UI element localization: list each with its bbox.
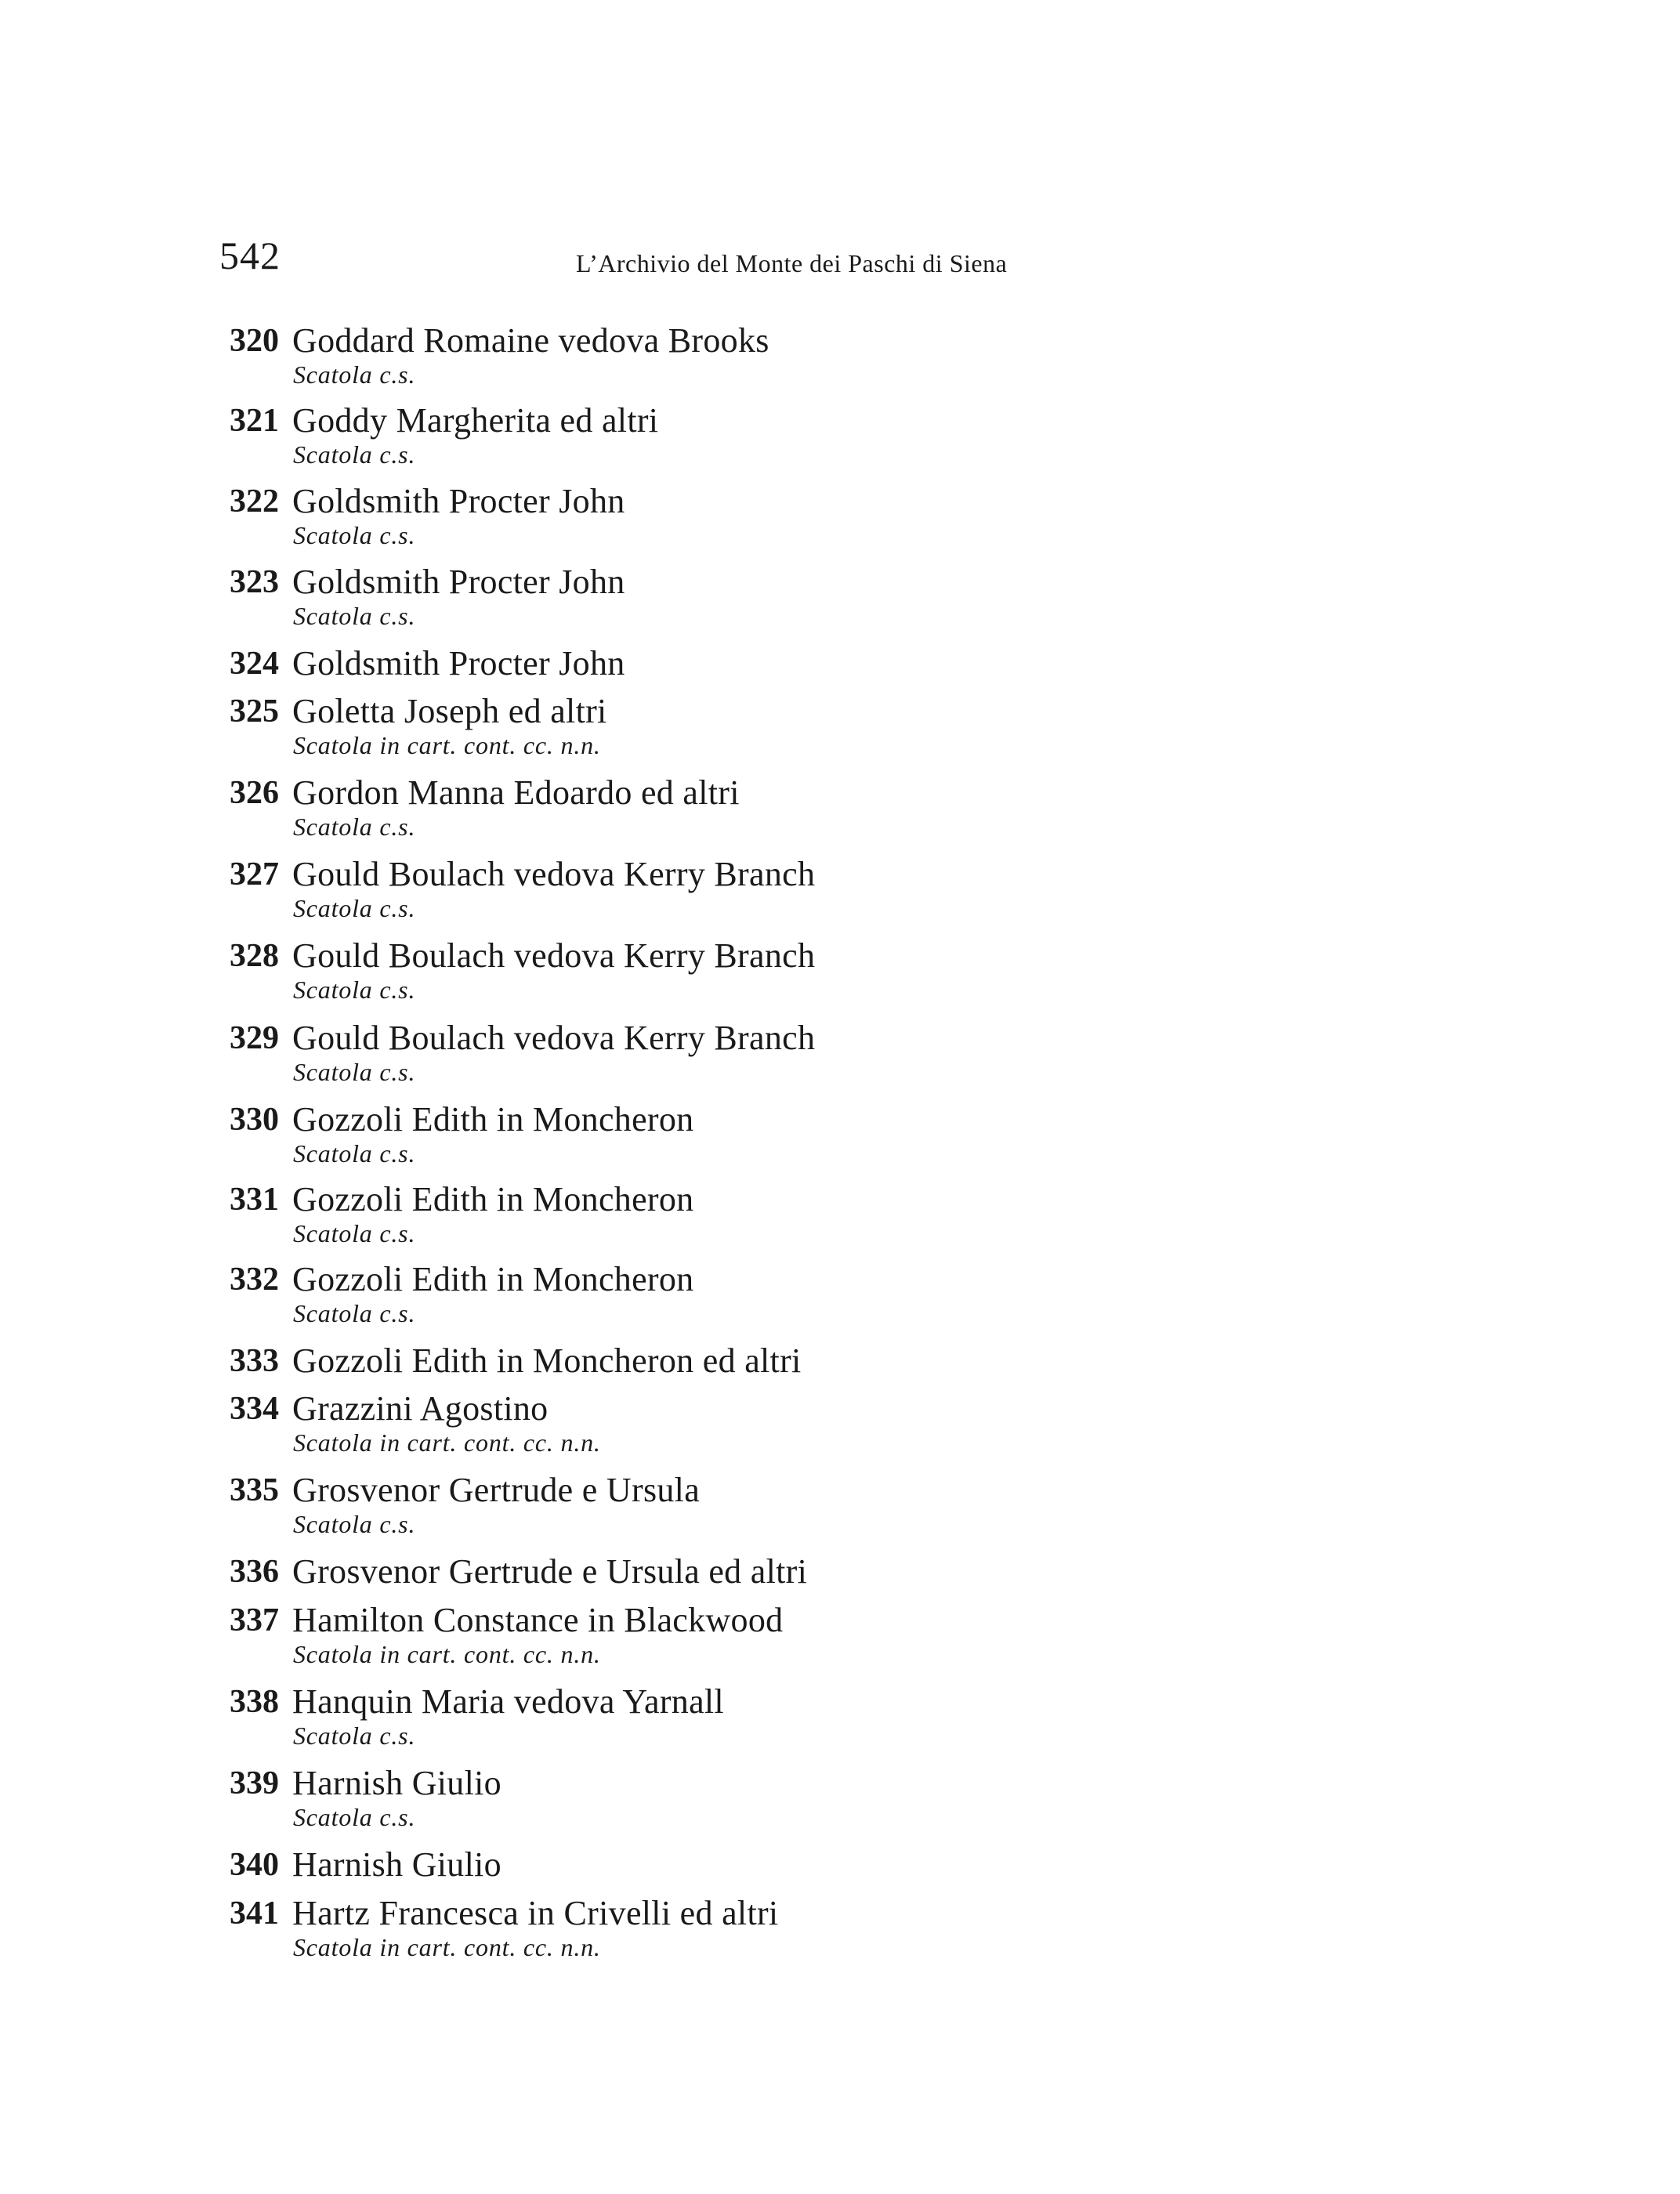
entry-name: Goddy Margherita ed altri [292,401,659,440]
running-title: L’Archivio del Monte dei Paschi di Siena [576,249,1008,277]
entry-name: Gordon Manna Edoardo ed altri [292,773,740,812]
entry-name: Goldsmith Procter John [292,563,625,601]
entry-name: Gould Boulach vedova Kerry Branch [292,855,816,893]
entry-number: 326 [230,775,279,811]
entry-description: Scatola in cart. cont. cc. n.n. [293,1640,601,1668]
entry-description: Scatola in cart. cont. cc. n.n. [293,731,601,759]
entry-description: Scatola c.s. [293,1299,416,1327]
entry-description: Scatola c.s. [293,1219,416,1247]
entry-number: 339 [230,1765,279,1801]
entry-number: 341 [230,1895,279,1932]
entry-name: Harnish Giulio [292,1764,501,1802]
entry-description: Scatola in cart. cont. cc. n.n. [293,1933,601,1961]
entry-number: 337 [230,1602,279,1638]
entry-name: Hamilton Constance in Blackwood [292,1601,784,1639]
entry-name: Hartz Francesca in Crivelli ed altri [292,1894,779,1932]
entry-name: Harnish Giulio [292,1845,501,1884]
entry-name: Gozzoli Edith in Moncheron [292,1260,694,1298]
entry-number: 330 [230,1102,279,1138]
entry-description: Scatola c.s. [293,894,416,922]
entry-number: 323 [230,564,279,600]
entry-number: 332 [230,1262,279,1298]
entry-description: Scatola c.s. [293,602,416,630]
entry-name: Goldsmith Procter John [292,482,625,520]
entry-name: Goddard Romaine vedova Brooks [292,321,769,360]
entry-description: Scatola c.s. [293,440,416,469]
entry-description: Scatola c.s. [293,1139,416,1168]
page-number: 542 [219,234,281,277]
entry-number: 334 [230,1391,279,1427]
entry-name: Grosvenor Gertrude e Ursula ed altri [292,1552,808,1591]
entry-number: 328 [230,938,279,974]
entry-number: 329 [230,1020,279,1056]
entry-name: Hanquin Maria vedova Yarnall [292,1682,724,1721]
entry-number: 321 [230,403,279,439]
entry-number: 340 [230,1847,279,1883]
entry-description: Scatola c.s. [293,360,416,389]
entry-description: Scatola c.s. [293,976,416,1004]
entry-description: Scatola c.s. [293,1722,416,1750]
entry-description: Scatola c.s. [293,1058,416,1086]
entry-description: Scatola c.s. [293,813,416,841]
entry-number: 320 [230,323,279,359]
entry-name: Goldsmith Procter John [292,644,625,682]
entry-name: Gozzoli Edith in Moncheron [292,1180,694,1218]
entry-number: 333 [230,1343,279,1379]
entry-name: Grazzini Agostino [292,1389,549,1428]
entry-name: Goletta Joseph ed altri [292,692,607,730]
entry-number: 336 [230,1554,279,1590]
entry-name: Gould Boulach vedova Kerry Branch [292,936,816,975]
entry-number: 331 [230,1182,279,1218]
entry-description: Scatola c.s. [293,1510,416,1538]
entry-name: Gould Boulach vedova Kerry Branch [292,1019,816,1057]
entry-name: Grosvenor Gertrude e Ursula [292,1471,701,1509]
entry-number: 338 [230,1684,279,1720]
entry-number: 327 [230,856,279,892]
entry-number: 322 [230,483,279,520]
entry-description: Scatola in cart. cont. cc. n.n. [293,1428,601,1457]
entry-description: Scatola c.s. [293,1803,416,1831]
entry-number: 324 [230,646,279,682]
entry-number: 335 [230,1472,279,1508]
entry-name: Gozzoli Edith in Moncheron ed altri [292,1341,802,1380]
entry-description: Scatola c.s. [293,521,416,549]
entry-number: 325 [230,693,279,730]
entry-name: Gozzoli Edith in Moncheron [292,1100,694,1139]
